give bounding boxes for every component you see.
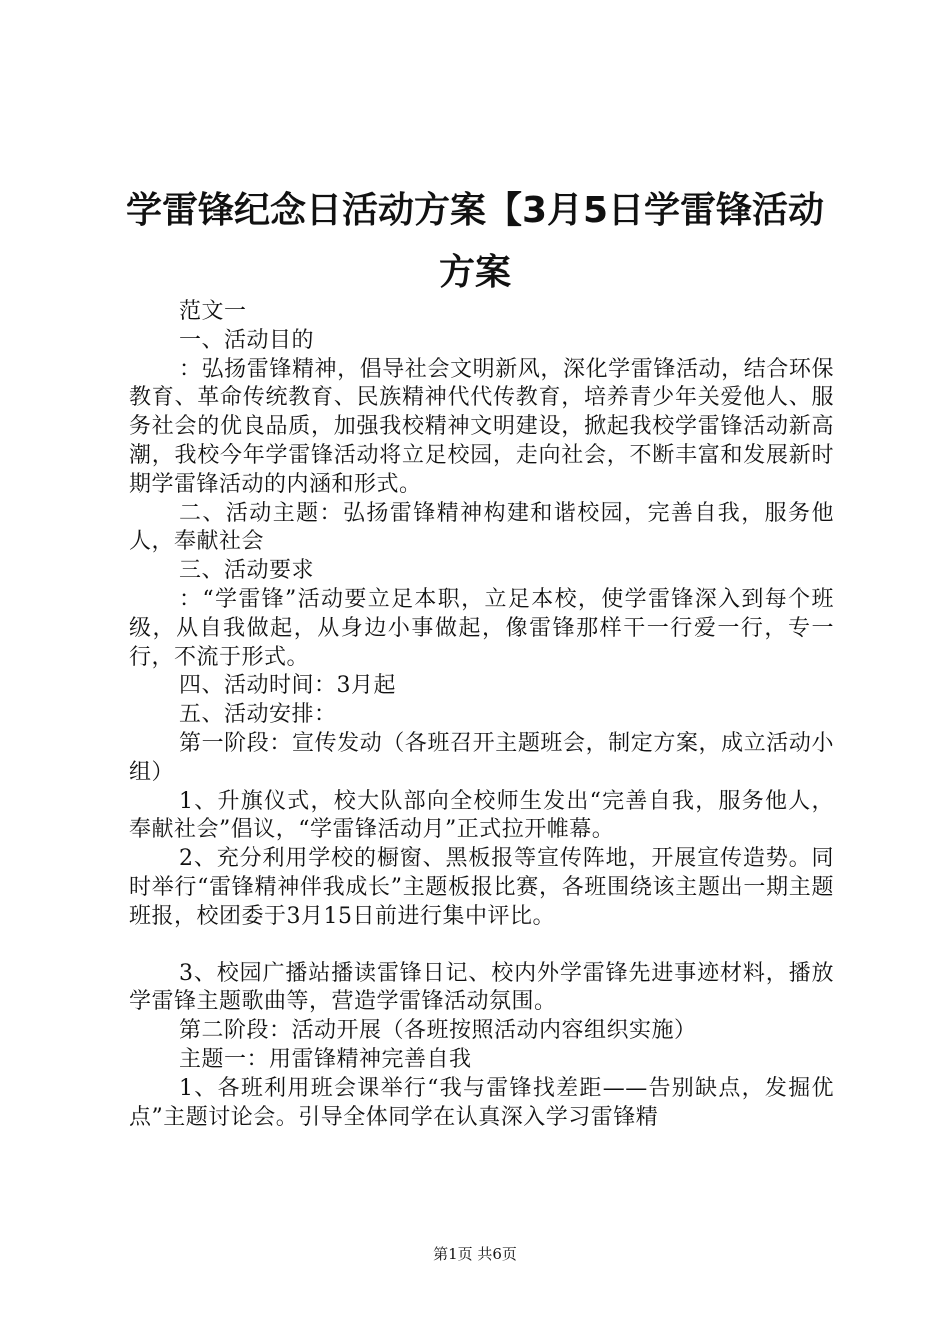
- section-heading: 第二阶段：活动开展（各班按照活动内容组织实施）: [179, 1018, 697, 1044]
- paragraph: 2、充分利用学校的橱窗、黑板报等宣传阵地，开展宣传造势。同时举行“雷锋精神伴我成长”主题板报比赛，各班围绕该主题出一期主题班报，校团委于3月15日前进行集中评比。: [129, 846, 834, 929]
- paragraph: 3、校园广播站播读雷锋日记、校内外学雷锋先进事迹材料，播放学雷锋主题歌曲等，营造学雷锋活动氛围。: [129, 960, 834, 1015]
- paragraph-label: 范文一: [179, 299, 247, 324]
- paragraph: ：“学雷锋”活动要立足本职，立足本校，使学雷锋深入到每个班级，从自我做起，从身边小事做起，像雷锋那样干一行爱一行，专一行，不流于形式。: [129, 586, 834, 670]
- paragraph: 1、升旗仪式，校大队部向全校师生发出“完善自我，服务他人，奉献社会”倡议，“学雷锋活动月”正式拉开帷幕。: [129, 788, 834, 843]
- paragraph: ：弘扬雷锋精神，倡导社会文明新风，深化学雷锋活动，结合环保教育、革命传统教育、民族精神代代传教育，培养青少年关爱他人、服务社会的优良品质，加强我校精神文明建设，掀起我校学雷锋活动新高潮，我校今年学雷锋活动将立足校园，走向社会，不断丰富和发展新时期学雷锋活动的内涵和形式。: [129, 356, 834, 497]
- paragraph: 1、各班利用班会课举行“我与雷锋找差距——告别缺点，发掘优点”主题讨论会。引导全体同学在认真深入学习雷锋精: [129, 1075, 834, 1130]
- section-heading: 三、活动要求: [179, 558, 315, 584]
- section-heading: 四、活动时间：3月起: [179, 673, 396, 699]
- section-heading: 五、活动安排：: [179, 702, 337, 728]
- section-heading: 一、活动目的: [179, 327, 315, 353]
- page-number-footer: 第1页 共6页: [433, 1245, 517, 1263]
- paragraph: 第一阶段：宣传发动（各班召开主题班会，制定方案，成立活动小组）: [129, 730, 834, 785]
- section-heading: 主题一：用雷锋精神完善自我: [179, 1046, 472, 1072]
- section-heading: 二、活动主题：弘扬雷锋精神构建和谐校园，完善自我，服务他人，奉献社会: [129, 500, 834, 555]
- paragraph-spacer: [129, 932, 834, 960]
- document-title-line-2: 方案: [438, 252, 511, 293]
- document-title-line-1: 学雷锋纪念日活动方案【3月5日学雷锋活动: [125, 190, 825, 231]
- document-body: [129, 298, 834, 1132]
